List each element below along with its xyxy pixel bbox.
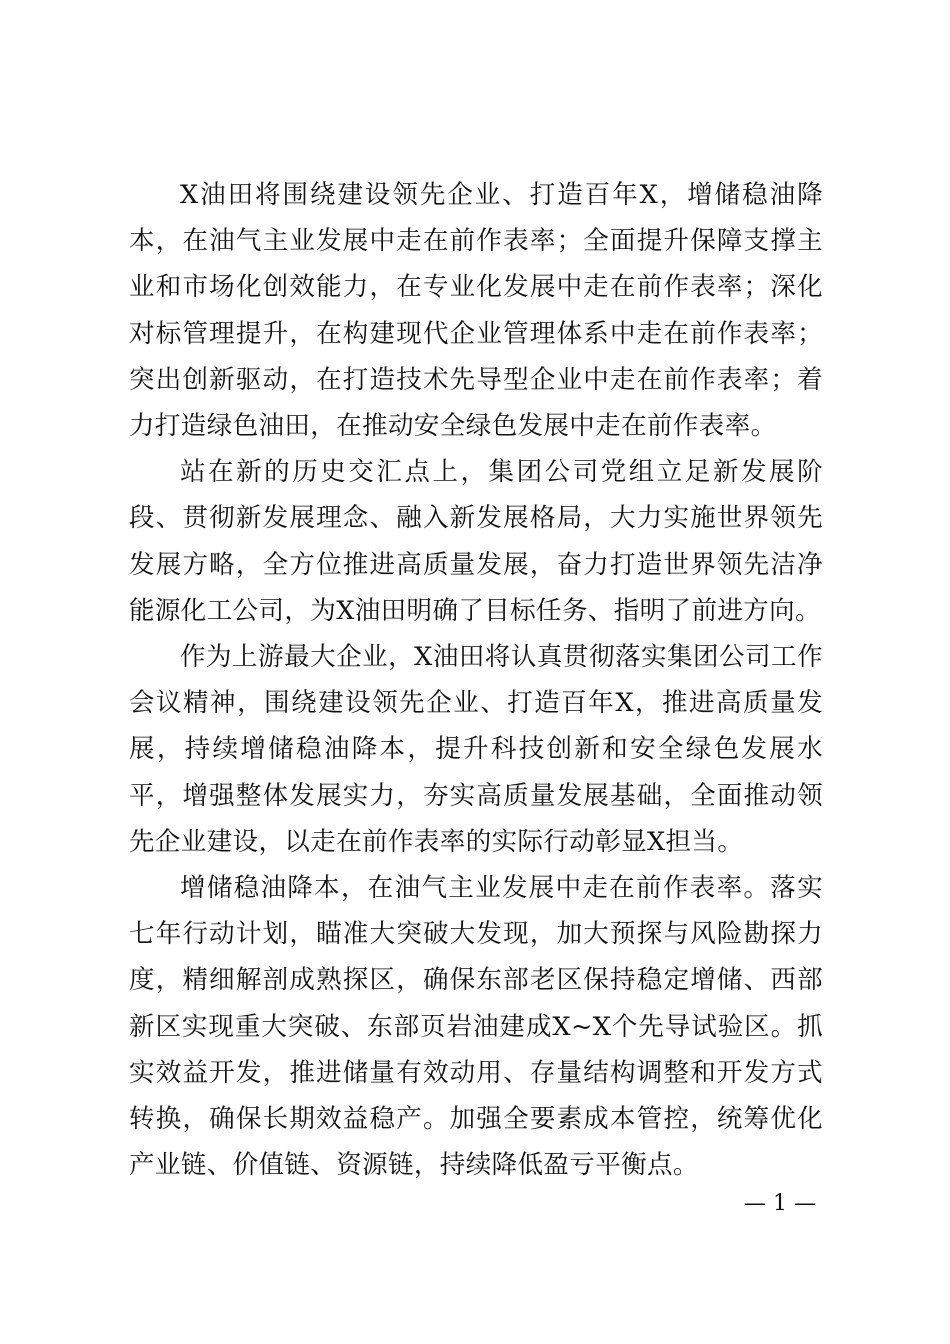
- document-body: [129, 172, 823, 1188]
- paragraph: 站在新的历史交汇点上，集团公司党组立足新发展阶段、贯彻新发展理念、融入新发展格局，大力实施世界领先发展方略，全方位推进高质量发展，奋力打造世界领先洁净能源化工公司，为X油田明确了目标任务、指明了前进方向。: [129, 457, 823, 626]
- page-number: — 1 —: [744, 1191, 816, 1216]
- paragraph: X油田将围绕建设领先企业、打造百年X，增储稳油降本，在油气主业发展中走在前作表率；全面提升保障支撑主业和市场化创效能力，在专业化发展中走在前作表率；深化对标管理提升，在构建现代企业管理体系中走在前作表率；突出创新驱动，在打造技术先导型企业中走在前作表率；着力打造绿色油田，在推动安全绿色发展中走在前作表率。: [129, 180, 823, 442]
- paragraph: 增储稳油降本，在油气主业发展中走在前作表率。落实七年行动计划，瞄准大突破大发现，加大预探与风险勘探力度，精细解剖成熟探区，确保东部老区保持稳定增储、西部新区实现重大突破、东部页岩油建成X~X个先导试验区。抓实效益开发，推进储量有效动用、存量结构调整和开发方式转换，确保长期效益稳产。加强全要素成本管控，统筹优化产业链、价值链、资源链，持续降低盈亏平衡点。: [129, 873, 823, 1181]
- paragraph: 作为上游最大企业，X油田将认真贯彻落实集团公司工作会议精神，围绕建设领先企业、打造百年X，推进高质量发展，持续增储稳油降本，提升科技创新和安全绿色发展水平，增强整体发展实力，夯实高质量发展基础，全面推动领先企业建设，以走在前作表率的实际行动彰显X担当。: [129, 642, 823, 857]
